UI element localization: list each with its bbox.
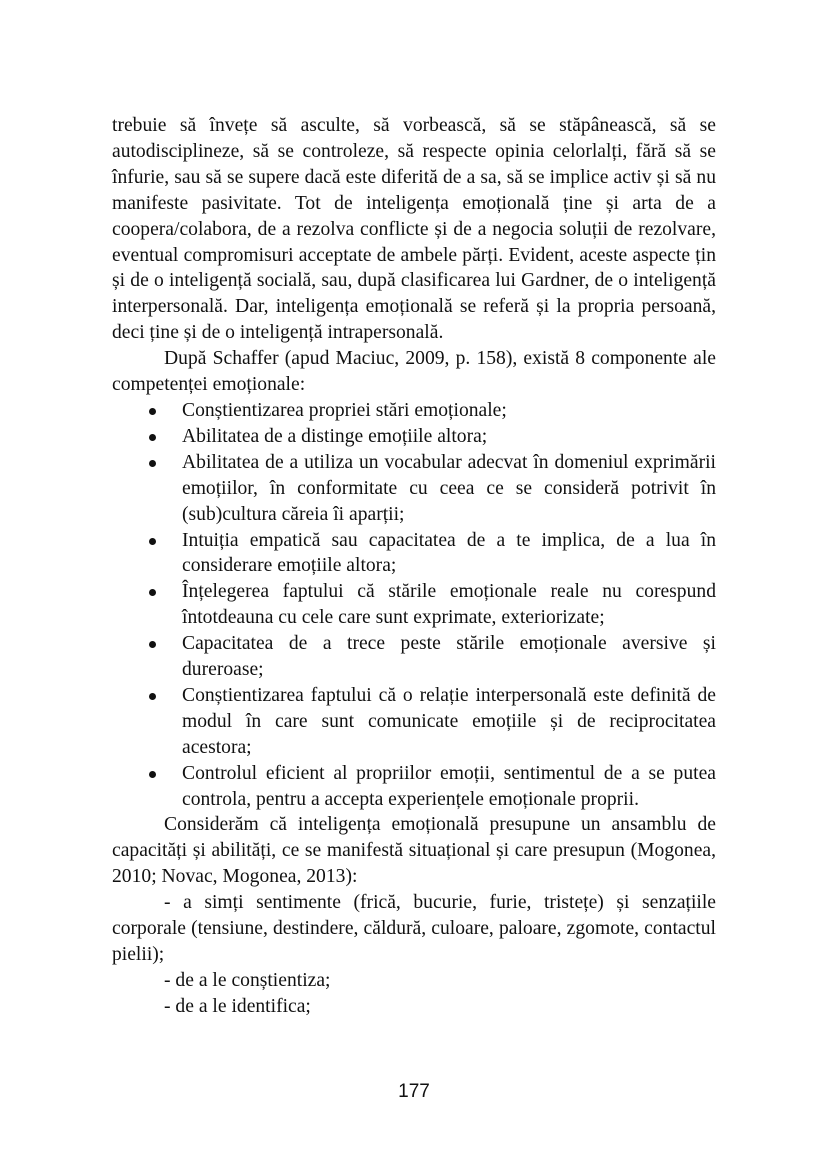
list-item-text: Controlul eficient al propriilor emoții, sentimentul de a se putea controla, pentru a accepta experiențele emoționale proprii. [182,762,716,810]
list-item [182,761,716,813]
list-item-text: Capacitatea de a trece peste stările emoționale aversive și dureroase; [182,633,716,681]
bullet-icon [149,460,156,467]
bullet-icon [149,693,156,700]
list-item [182,398,716,424]
list-item [182,528,716,580]
bullet-icon [149,538,156,545]
list-item-text: Intuiția empatică sau capacitatea de a te implica, de a lua în considerare emoțiile altora; [182,529,716,577]
page-body [112,113,716,1020]
list-item-text: Conștientizarea propriei stări emoționale; [182,399,507,421]
dash-item: - de a le identifica; [164,995,311,1017]
list-item-text: Abilitatea de a distinge emoțiile altora; [182,425,488,447]
paragraph-continuation: trebuie să învețe să asculte, să vorbească, să se stăpânească, să se autodisciplineze, să se controleze, să respecte opinia celorlalți, fără să se înfurie, sau să se supere dacă este diferită de a sa, să se implice activ și să nu manifeste pasivitate. Tot de inteligența emoțională ține și arta de a coopera/colabora, de a rezolva conflicte și de a negocia soluții de rezolvare, eventual compromisuri acceptate de ambele părți. Evident, aceste aspecte țin și de o inteligență socială, sau, după clasificarea lui Gardner, de o inteligență interpersonală. Dar, inteligența emoțională se referă și la propria persoană, deci ține și de o inteligență intrapersonală. [112,115,716,344]
bullet-icon [149,408,156,415]
list-item-text: Abilitatea de a utiliza un vocabular adecvat în domeniul exprimării emoțiilor, în conformitate cu ceea ce se consideră potrivit în (sub)cultura căreia îi aparții; [182,451,716,525]
bullet-icon [149,434,156,441]
bullet-icon [149,589,156,596]
list-item-text: Conștientizarea faptului că o relație interpersonală este definită de modul în care sunt comunicate emoțiile și de reciprocitatea acestora; [182,684,716,758]
bullet-icon [149,641,156,648]
dash-item: - de a le conștientiza; [164,969,331,991]
page-number: 177 [398,1081,430,1102]
list-item [182,683,716,761]
paragraph-schaffer-intro: După Schaffer (apud Maciuc, 2009, p. 158), există 8 componente ale competenței emoționale: [112,348,716,396]
list-item [182,631,716,683]
list-item-text: Înțelegerea faptului că stările emoționale reale nu corespund întotdeauna cu cele care sunt exprimate, exteriorizate; [182,581,716,629]
bullet-icon [149,771,156,778]
list-item [182,450,716,528]
dash-item: - a simți sentimente (frică, bucurie, furie, tristețe) și senzațiile corporale (tensiune, destindere, căldură, culoare, paloare, zgomote, contactul pielii); [112,892,716,965]
list-item [182,579,716,631]
list-item [182,424,716,450]
paragraph-conclusion: Considerăm că inteligența emoțională presupune un ansamblu de capacități și abilități, ce se manifestă situațional și care presupun (Mogonea, 2010; Novac, Mogonea, 2013): [112,814,716,888]
components-list [112,398,716,813]
